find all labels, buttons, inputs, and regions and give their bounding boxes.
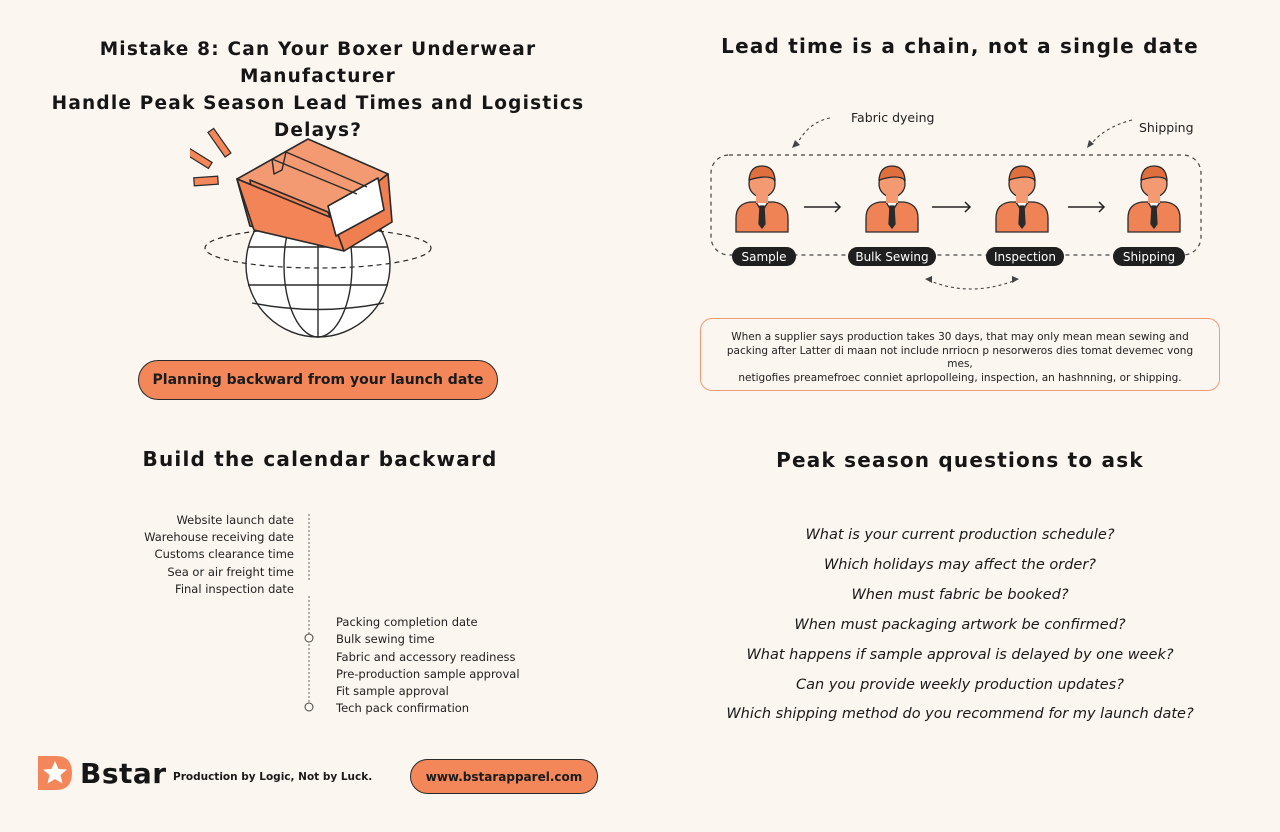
timeline-item-left: Customs clearance time bbox=[154, 547, 294, 561]
worker-icon-shipping bbox=[1128, 166, 1180, 232]
main-title-line2: Handle Peak Season Lead Times and Logistics Delays? bbox=[51, 93, 585, 141]
timeline-item-right: Bulk sewing time bbox=[336, 632, 435, 646]
quote-line-2: packing after Latter di maan not include nrriocn p nesorweros dies tomat devemec vong mes, bbox=[726, 344, 1194, 370]
quote-line-3: netigofies preamefroec conniet aprlopolleing, inspection, an hashnning, or shipping. bbox=[738, 371, 1182, 384]
step-label-inspection: Inspection bbox=[986, 247, 1064, 266]
question-item: Can you provide weekly production updates? bbox=[796, 677, 1124, 693]
brand-tagline: Production by Logic, Not by Luck. bbox=[173, 771, 373, 783]
shipping-arrow-icon bbox=[1090, 120, 1132, 146]
worker-icon-inspection bbox=[996, 166, 1048, 232]
question-item: What is your current production schedule? bbox=[805, 527, 1115, 543]
question-item: Which holidays may affect the order? bbox=[823, 557, 1097, 573]
timeline-item-left: Sea or air freight time bbox=[167, 565, 294, 579]
timeline-item-right: Packing completion date bbox=[336, 615, 478, 629]
timeline-node-icon bbox=[305, 634, 313, 642]
timeline-item-left: Website launch date bbox=[176, 513, 294, 527]
question-item: Which shipping method do you recommend for my launch date? bbox=[726, 706, 1194, 722]
step-label-shipping: Shipping bbox=[1113, 247, 1185, 266]
chain-title: Lead time is a chain, not a single date bbox=[721, 34, 1199, 58]
annotation-shipping: Shipping bbox=[1139, 120, 1194, 135]
website-link[interactable]: www.bstarapparel.com bbox=[410, 759, 598, 794]
main-title-line1: Mistake 8: Can Your Boxer Underwear Manufacturer bbox=[99, 39, 537, 87]
loop-arrow-icon bbox=[928, 280, 1016, 289]
chain-frame bbox=[711, 155, 1201, 255]
box-globe-illustration bbox=[190, 122, 440, 347]
timeline-node-icon bbox=[305, 703, 313, 711]
timeline-item-left: Warehouse receiving date bbox=[144, 530, 294, 544]
question-item: When must packaging artwork be confirmed? bbox=[794, 617, 1126, 633]
question-item: What happens if sample approval is delayed by one week? bbox=[746, 647, 1174, 663]
planning-label: Planning backward from your launch date bbox=[138, 360, 498, 400]
quote-line-1: When a supplier says production takes 30 days, that may only mean mean sewing and bbox=[731, 331, 1189, 343]
timeline-item-right: Fit sample approval bbox=[336, 684, 449, 698]
bstar-logo-icon bbox=[36, 754, 74, 792]
calendar-title: Build the calendar backward bbox=[142, 447, 498, 471]
questions-title: Peak season questions to ask bbox=[776, 448, 1144, 472]
brand-name: Bstar bbox=[80, 757, 167, 790]
timeline-item-right: Tech pack confirmation bbox=[336, 701, 470, 715]
timeline-axis bbox=[300, 510, 320, 720]
motion-lines-icon bbox=[190, 128, 231, 185]
timeline-item-left: Final inspection date bbox=[175, 582, 294, 596]
question-item: When must fabric be booked? bbox=[851, 587, 1069, 603]
supplier-quote-box bbox=[700, 318, 1220, 391]
step-arrows bbox=[804, 202, 1104, 212]
step-label-bulk-sewing: Bulk Sewing bbox=[848, 247, 936, 266]
timeline-item-right: Pre-production sample approval bbox=[336, 667, 520, 681]
step-label-sample: Sample bbox=[732, 247, 796, 266]
worker-icon-sample bbox=[736, 166, 788, 232]
timeline-item-right: Fabric and accessory readiness bbox=[336, 650, 516, 664]
annotation-fabric-dyeing: Fabric dyeing bbox=[851, 110, 935, 125]
fabric-arrow-icon bbox=[796, 118, 830, 146]
worker-icon-bulk-sewing bbox=[866, 166, 918, 232]
